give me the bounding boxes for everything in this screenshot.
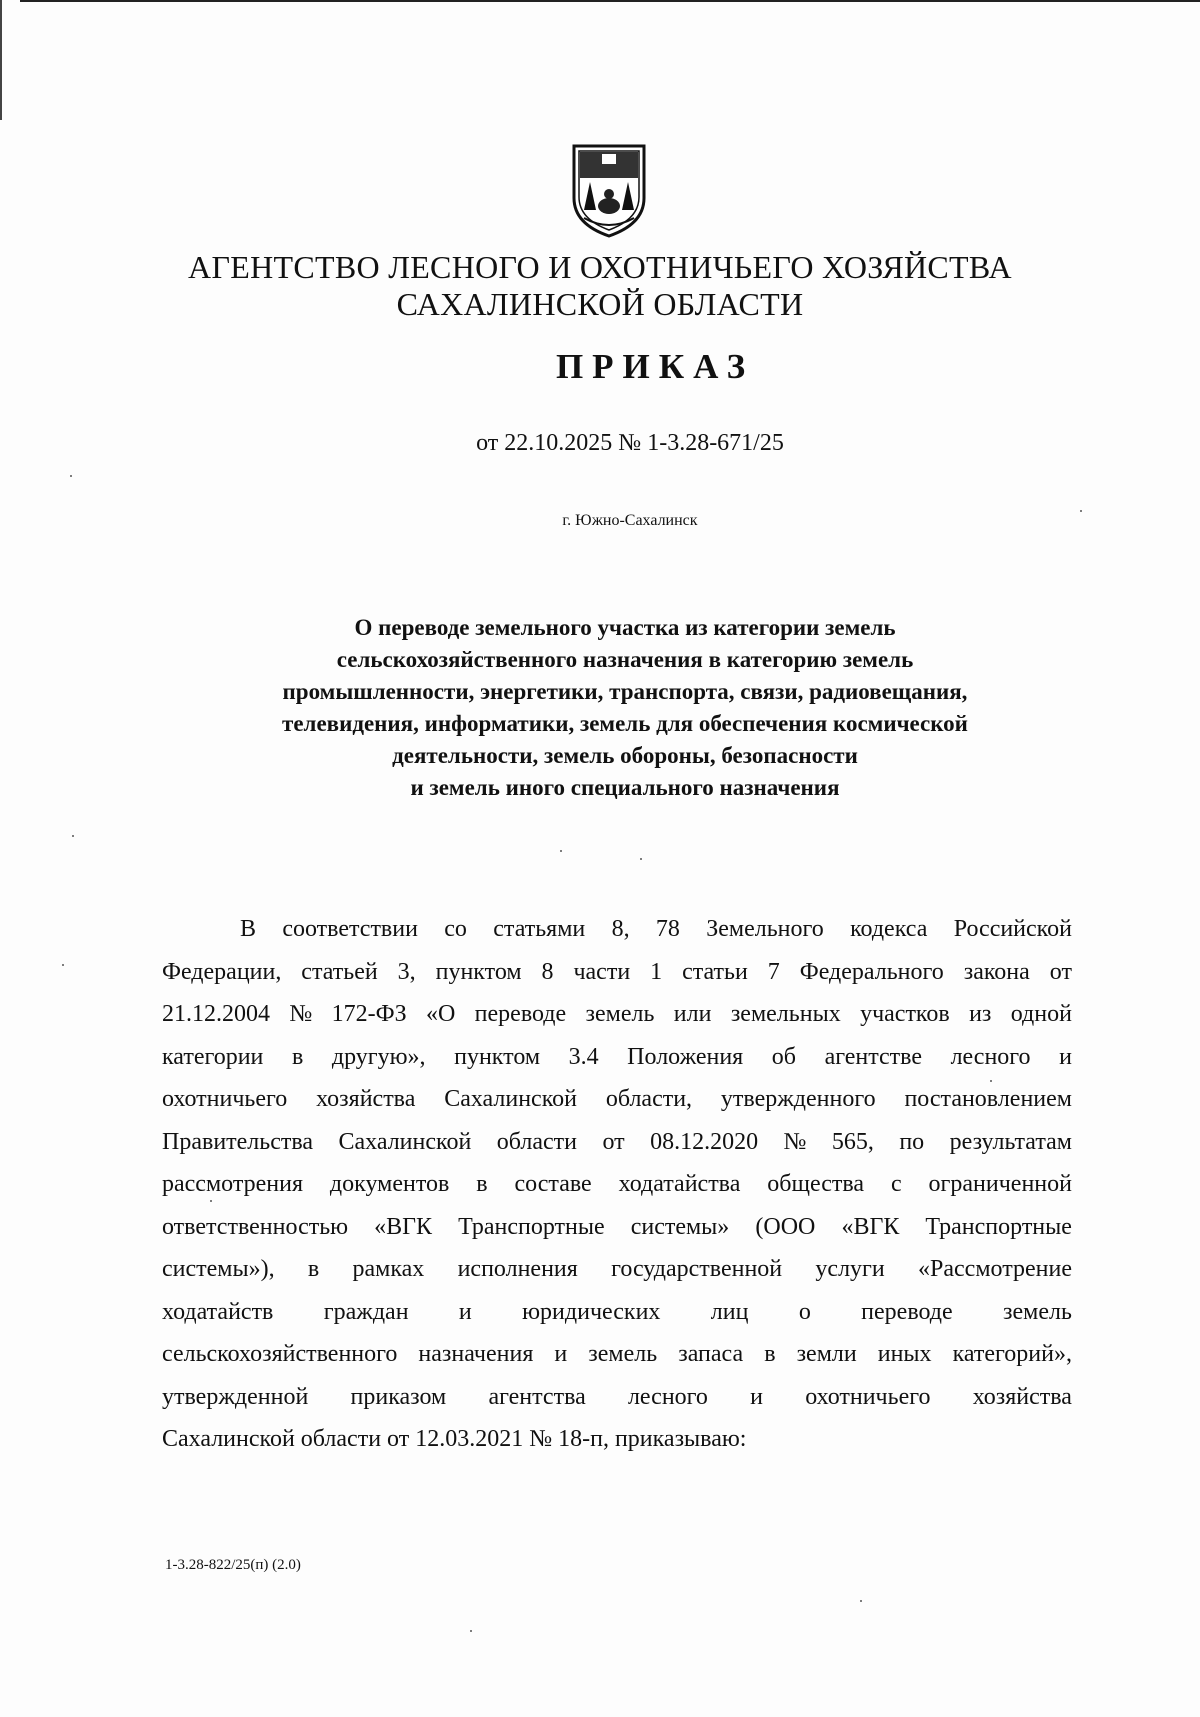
body-line [162,993,1072,1036]
body-word: статьями [493,916,586,942]
body-word: Правительства [162,1128,314,1155]
body-line [162,1291,1072,1334]
body-word: и [1059,1043,1072,1070]
body-word: переводе [861,1298,953,1325]
body-word: юридических [522,1298,661,1325]
body-word: хозяйства [316,1086,416,1112]
body-word: охотничьего [805,1383,931,1410]
body-word: приказом [350,1383,447,1410]
body-word: № [289,1001,313,1027]
body-word: В [240,916,257,942]
body-word: в [307,1256,320,1282]
body-word: документов [329,1171,450,1197]
body-word: «ВГК [841,1213,900,1240]
body-word: Российской [953,916,1072,942]
body-word: земельных [730,1001,841,1027]
body-word: 08.12.2020 [650,1128,759,1155]
body-word: системы» [630,1213,730,1240]
body-word: Земельного [706,916,824,942]
body-word: лесного [627,1383,708,1410]
subject-line: телевидения, информатики, земель для обеспечения космической [282,711,968,736]
body-word: назначения [418,1341,534,1367]
body-word: пунктом [454,1043,541,1070]
order-number: от 22.10.2025 № 1-3.28-671/25 [476,430,784,456]
scan-speck [72,835,74,837]
subject-line: деятельности, земель обороны, безопасности [392,743,858,768]
body-word: от [602,1128,625,1155]
body-word: переводе [474,1001,567,1027]
body-word: Сахалинской области от 12.03.2021 № 18-п, приказываю: [162,1426,747,1452]
body-line [162,1248,1072,1291]
agency-name-line2: САХАЛИНСКОЙ ОБЛАСТИ [396,286,804,322]
body-word: агентства [488,1383,586,1410]
body-word: «ВГК [374,1213,433,1240]
body-word: лиц [710,1298,749,1325]
body-word: 1 [650,958,663,985]
body-line [162,1333,1072,1376]
body-word: земли [796,1341,857,1367]
body-word: категории [162,1043,264,1070]
body-word: государственной [611,1256,783,1282]
body-word: 3.4 [568,1043,599,1070]
body-word: кодекса [850,916,928,942]
body-word: земель [585,1001,655,1027]
document-reference-code: 1-3.28-822/25(п) (2.0) [165,1557,301,1573]
body-word: системы»), [162,1256,275,1282]
body-word: Положения [627,1043,744,1070]
body-line [162,1418,1072,1461]
body-word: ходатайств [162,1298,274,1325]
body-word: 78 [655,916,680,942]
body-word: в [476,1171,488,1197]
body-word: статьи [682,958,748,985]
body-word: Федерального [799,958,944,985]
order-body-paragraph [162,908,1072,1461]
order-subject [180,612,1070,804]
body-word: 565, [831,1128,874,1155]
body-word: по [899,1128,925,1155]
body-word: из [969,1001,992,1027]
body-word: общества [767,1171,865,1197]
body-word: Транспортные [458,1213,605,1240]
body-word: сельскохозяйственного [162,1341,398,1367]
body-word: Федерации, [162,958,282,985]
body-word: области [496,1128,577,1155]
body-word: и [458,1298,472,1325]
body-word: утвержденной [162,1383,309,1410]
scan-speck [470,1630,472,1632]
body-word: агентстве [824,1043,923,1070]
document-type-title: ПРИКАЗ [555,347,755,386]
body-word: от [1049,958,1072,985]
body-line [162,1036,1072,1079]
body-word: одной [1010,1001,1072,1027]
scan-speck [560,850,562,852]
body-word: лесного [950,1043,1031,1070]
body-line [162,1121,1072,1164]
body-word: 172-ФЗ [331,1001,407,1027]
scan-speck [62,964,64,966]
body-word: Сахалинской [444,1086,577,1112]
body-word: услуги [815,1256,885,1282]
body-word: Сахалинской [338,1128,472,1155]
body-word: в [291,1043,304,1070]
body-word: рамках [352,1256,425,1282]
agency-name-line1: АГЕНТСТВО ЛЕСНОГО И ОХОТНИЧЬЕГО ХОЗЯЙСТВА [188,249,1012,285]
body-word: охотничьего [162,1086,288,1112]
body-word: ходатайства [618,1171,741,1197]
subject-line: О переводе земельного участка из категории земель [354,615,896,640]
subject-line: промышленности, энергетики, транспорта, связи, радиовещания, [282,679,968,704]
body-word: части [573,958,631,985]
body-word: «О [425,1001,456,1027]
city-name: г. Южно-Сахалинск [562,512,698,529]
scan-speck [210,1200,212,1202]
scan-speck [70,475,72,477]
body-word: закона [963,958,1030,985]
body-word: запаса [678,1341,744,1367]
body-word: с [890,1171,902,1197]
body-word: области, [605,1086,693,1112]
body-word: утвержденного [720,1086,876,1112]
body-word: или [673,1001,712,1027]
body-word: 8, [611,916,630,942]
scan-speck [640,858,642,860]
body-line [162,1206,1072,1249]
body-word: результатам [949,1128,1072,1155]
body-word: земель [588,1341,658,1367]
body-word: и [554,1341,568,1367]
body-word: категорий», [952,1341,1072,1367]
body-word: иных [877,1341,932,1367]
subject-line: и земель иного специального назначения [410,775,840,800]
scan-edge [0,0,2,120]
coat-of-arms-icon [566,140,652,240]
body-word: 21.12.2004 [162,1001,270,1027]
body-word: постановлением [904,1086,1072,1112]
body-word: соответствии [282,916,418,942]
scan-speck [990,1080,992,1082]
body-word: в [764,1341,776,1367]
body-word: 3, [397,958,416,985]
body-word: пунктом [435,958,522,985]
body-word: составе [514,1171,592,1197]
body-word: участков [860,1001,950,1027]
body-line [162,908,1072,951]
body-line [162,951,1072,994]
body-word: земель [1003,1298,1072,1325]
body-line [162,1163,1072,1206]
body-word: (ООО [755,1213,816,1240]
body-word: другую», [331,1043,426,1070]
body-line [162,1376,1072,1419]
body-word: рассмотрения [162,1171,303,1197]
body-line [162,1078,1072,1121]
body-word: со [444,916,467,942]
scan-speck [860,1600,862,1602]
body-word: об [771,1043,796,1070]
body-word: «Рассмотрение [918,1256,1072,1282]
subject-line: сельскохозяйственного назначения в категорию земель [336,647,914,672]
scan-speck [1080,510,1082,512]
body-word: № [783,1128,807,1155]
body-word: 7 [767,958,780,985]
body-word: ограниченной [928,1171,1072,1197]
body-word: и [750,1383,763,1410]
body-word: Транспортные [925,1213,1072,1240]
scan-edge [20,0,1200,2]
body-word: исполнения [457,1256,578,1282]
body-word: о [798,1298,811,1325]
body-word: граждан [323,1298,409,1325]
body-word: статьей [301,958,378,985]
body-word: 8 [541,958,554,985]
body-word: ответственностью [162,1213,349,1240]
body-word: хозяйства [972,1383,1072,1410]
